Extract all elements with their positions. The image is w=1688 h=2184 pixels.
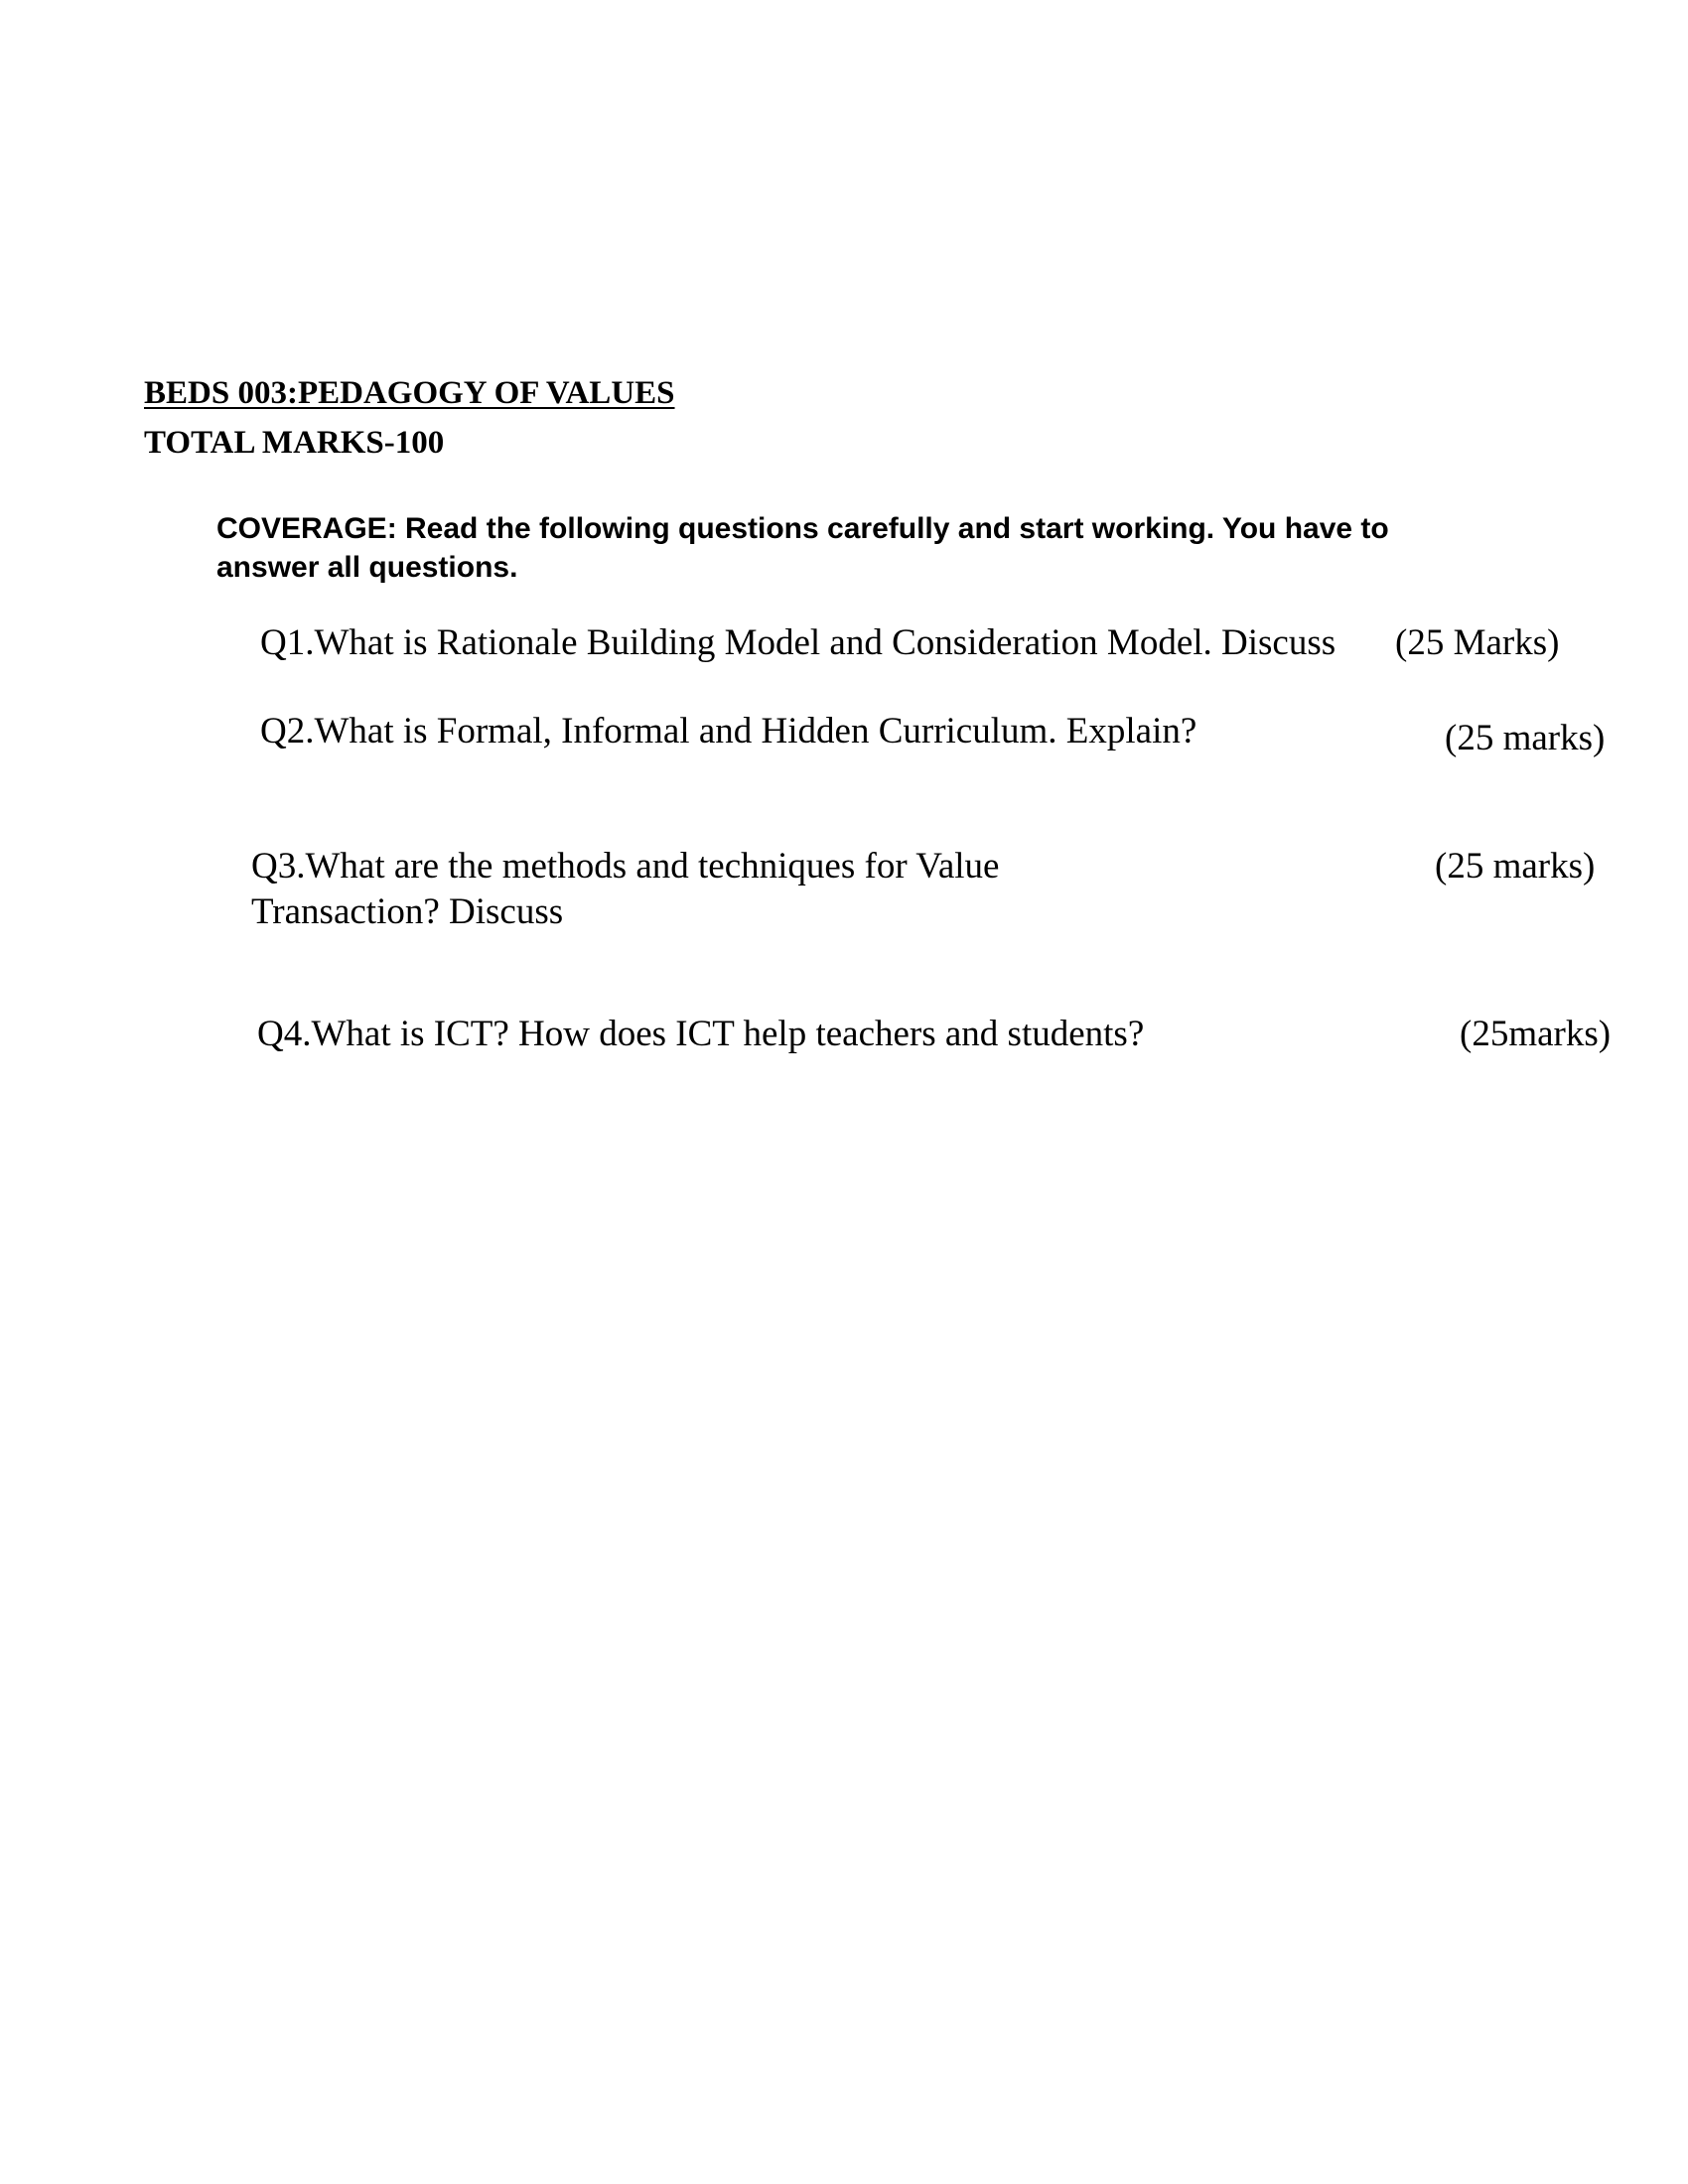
question-1-text: Q1.What is Rationale Building Model and Consideration Model. Discuss	[260, 622, 1336, 663]
question-3-marks: (25 marks)	[1435, 846, 1596, 887]
coverage-instructions: COVERAGE: Read the following questions carefully and start working. You have to answer all questions.	[216, 512, 1389, 584]
question-2-marks: (25 marks)	[1445, 718, 1606, 758]
question-1-marks: (25 Marks)	[1395, 622, 1560, 663]
total-marks: TOTAL MARKS-100	[144, 425, 445, 461]
question-3-text: Q3.What are the methods and techniques for Value Transaction? Discuss	[251, 846, 1000, 932]
course-title: BEDS 003:PEDAGOGY OF VALUES	[144, 375, 675, 411]
question-2-text: Q2.What is Formal, Informal and Hidden Curriculum. Explain?	[260, 711, 1197, 751]
question-4-text: Q4.What is ICT? How does ICT help teachers and students?	[257, 1014, 1145, 1054]
question-4-marks: (25marks)	[1460, 1014, 1612, 1054]
